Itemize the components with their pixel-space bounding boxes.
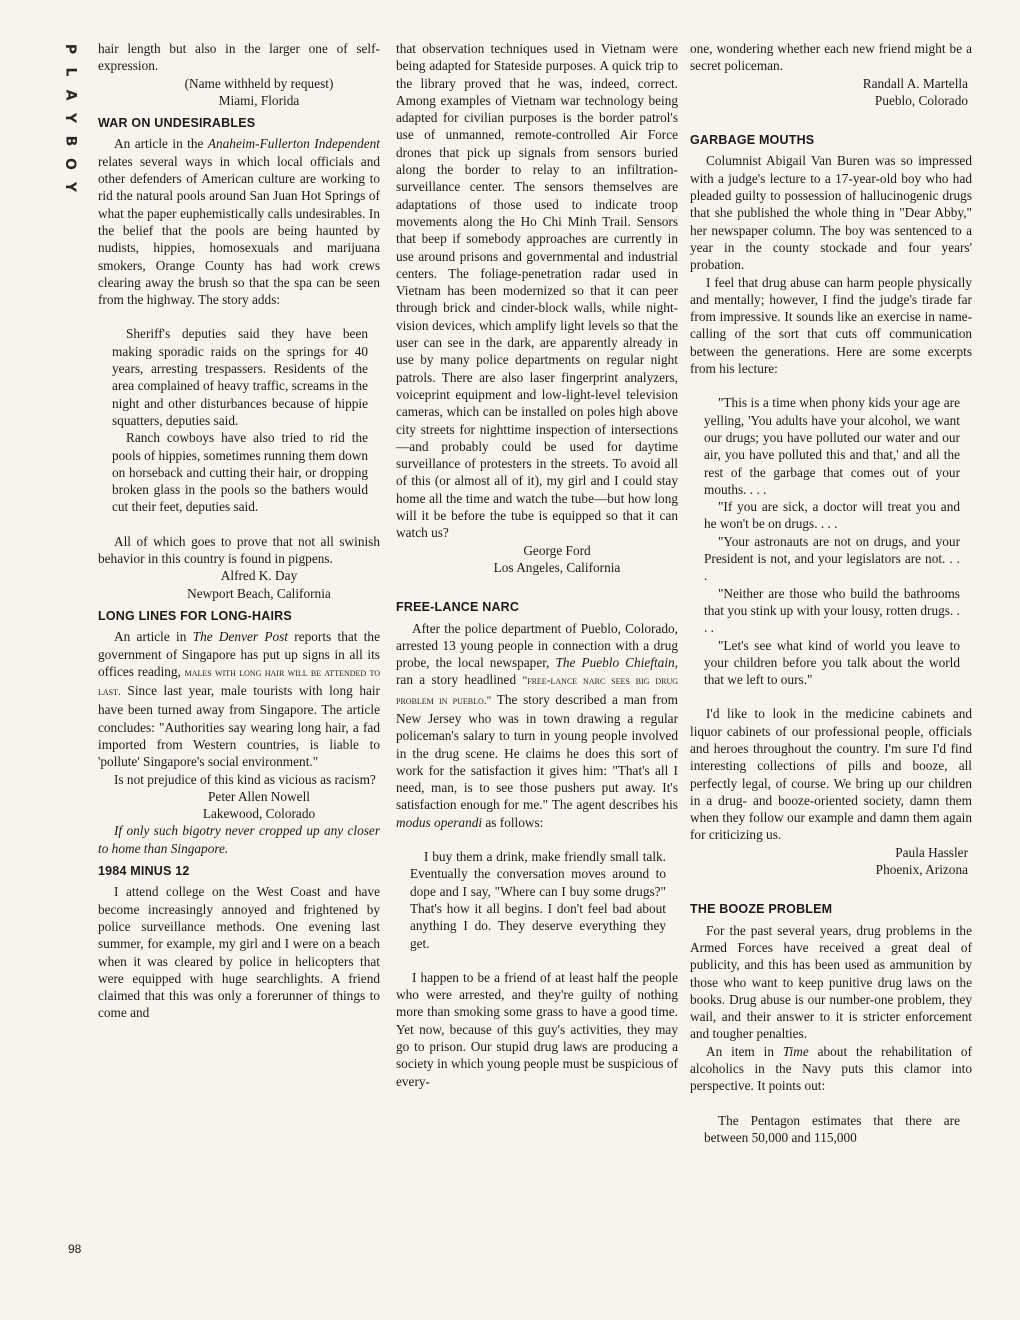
signature-name: Paula Hassler — [895, 844, 968, 860]
paragraph: An article in the Anaheim-Fullerton Independent relates several ways in which local officials and other defenders of American culture are working to rid the natural pools around San Juan Hot Springs of what the paper euphemistically calls undesirables. In the belief that the pools are being haunted by nudists, hippies, homosexuals and marijuana smokers, Orange County has had work crews clearing away the brush so that the spa can be seen from the highway. The story adds: — [98, 136, 380, 308]
section-heading-war-on-undesirables: WAR ON UNDESIRABLES — [98, 116, 256, 131]
quote-paragraph: "Neither are those who build the bathrooms that you stink up with your lousy, rotten drugs. . . . — [704, 585, 960, 636]
paragraph: I feel that drug abuse can harm people physically and mentally; however, I find the judge's tirade far from impressive. It sounds like an exercise in name-calling of the sort that cuts off communication between the generations. Here are some excerpts from his lecture: — [690, 274, 972, 377]
signature-place: Los Angeles, California — [493, 559, 621, 575]
quote-paragraph: The Pentagon estimates that there are between 50,000 and 115,000 — [704, 1112, 960, 1145]
masthead-letter: P — [61, 43, 78, 55]
quote-paragraph: Sheriff's deputies said they have been making sporadic raids on the springs for 40 years, arresting trespassers. Residents of the area complained of heavy traffic, screams in the night and other disturbances because of hippie squatters, deputies said. — [112, 326, 368, 428]
block-quote — [704, 1112, 960, 1147]
section-heading-garbage-mouths: GARBAGE MOUTHS — [690, 133, 815, 148]
signature-place: Phoenix, Arizona — [875, 862, 968, 878]
paragraph: I attend college on the West Coast and have become increasingly annoyed and frightened by police surveillance methods. One evening last summer, for example, my girl and I were on a beach when it was cleared by police in helicopters that were equipped with huge searchlights. A friend claimed that this was only a forerunner of things to come and — [98, 884, 380, 1021]
page-number: 98 — [68, 1242, 82, 1256]
section-heading-1984-minus-12: 1984 MINUS 12 — [98, 864, 190, 879]
paragraph: All of which goes to prove that not all swinish behavior in this country is found in pigpens. — [98, 533, 380, 567]
paragraph: After the police department of Pueblo, Colorado, arrested 13 young people in connection with a drug probe, the local newspaper, The Pueblo Chieftain, ran a story headlined "free-lance narc sees big drug problem in pueblo." The story described a man from New Jersey who was in town drawing a regular policeman's salary to turn in young people involved in the drug scene. He claims he does this sort of work for the satisfaction it gives him: "That's all I need, man, is to see those pushers put away. It's satisfaction enough for me." The agent describes his modus operandi as follows: — [396, 620, 678, 830]
signature-place: Newport Beach, California — [187, 585, 331, 601]
masthead-letter: Y — [61, 112, 78, 124]
signature-place: Lakewood, Colorado — [202, 806, 316, 822]
paragraph: that observation techniques used in Vietnam were being adapted for Stateside purposes. A quick trip to the library proved that he was, indeed, correct. Among examples of Vietnam war technology being adapted for civilian purposes is the border patrol's use of unmanned, remote-controlled Air Force drones that pick up signals from sensors buried along the border to relay to an infiltration-surveillance center. The sensors themselves are adaptations of those used to indicate troop movements along the Ho Chi Minh Trail. Sensors that beep if somebody approaches are currently in use around prisons and governmental and industrial centers. The foliage-penetration radar used in Vietnam has been modernized so that it can peer through brick and cinder-block walls, while night-vision devices, which amplify light levels so that the user can see in the dark, are apparently already in use by many police departments on regular night patrols. There are also laser fingerprint analyzers, voiceprint equipment and low-light-level television cameras, which can be installed on poles high above city streets for nighttime inspection of intersections—and probably could be used for daytime surveillance of protesters in the streets. To avoid all of this (or almost all of it), my girl and I could stay home all the time and watch the tube—but how long will it be before the tube is equipped so that it can watch us? — [396, 41, 678, 541]
quote-paragraph: Ranch cowboys have also tried to rid the pools of hippies, sometimes running them down on horseback and cutting their hair, or dropping broken glass in the pools so the bathers would cut their feet, deputies said. — [112, 430, 368, 515]
paragraph: An article in The Denver Post reports that the government of Singapore has put up signs in all its offices reading, males with long hair will be attended to last. Since last year, male tourists with long hair have been turned away from Singapore. The article concludes: "Authorities say wearing long hair, a fad imported from Western countries, is liable to 'pollute' Singapore's social environment." — [98, 629, 380, 770]
masthead-letter: A — [62, 89, 78, 101]
signature-place: Miami, Florida — [218, 92, 300, 108]
block-quote — [410, 848, 666, 952]
masthead-letter: B — [61, 135, 78, 147]
column-3 — [690, 40, 972, 1270]
masthead-letter: O — [62, 158, 78, 170]
signature-place: Pueblo, Colorado — [874, 92, 968, 108]
signature-name: Randall A. Martella — [862, 75, 968, 91]
quote-paragraph: "This is a time when phony kids your age are yelling, 'You adults have your alcohol, we want our drugs; you have polluted our water and our air, you have polluted this and that,' and all the rest of the garbage that comes out of your mouths. . . . — [704, 395, 960, 497]
section-heading-booze-problem: THE BOOZE PROBLEM — [690, 902, 833, 917]
masthead — [60, 40, 80, 196]
paragraph: I'd like to look in the medicine cabinets and liquor cabinets of our professional people, officials and heroes throughout the country. I'm sure I'd find interesting collections of pills and booze, all perfectly legal, of course. We bring up our children in a drug- and booze-oriented society, damn them when they follow our example and damn them again for criticizing us. — [690, 706, 972, 843]
editor-note: If only such bigotry never cropped up any closer to home than Singapore. — [98, 823, 380, 856]
quote-paragraph: "Your astronauts are not on drugs, and your President is not, and your legislators are not. . . . — [704, 533, 960, 584]
quote-paragraph: "If you are sick, a doctor will treat you and he won't be on drugs. . . . — [704, 499, 960, 532]
section-heading-long-lines: LONG LINES FOR LONG-HAIRS — [98, 608, 292, 623]
paragraph: one, wondering whether each new friend might be a secret policeman. — [690, 41, 972, 74]
paragraph: For the past several years, drug problems in the Armed Forces have received a great deal of publicity, and this has been used as ammunition by those who want to keep punitive drug laws on the books. Drug abuse is our number-one problem, they wail, and their answer to it is stricter enforcement and tougher penalties. — [690, 922, 972, 1042]
block-quote — [704, 394, 960, 688]
masthead-letter: Y — [61, 181, 78, 193]
block-quote — [112, 325, 368, 515]
section-heading-free-lance-narc: FREE-LANCE NARC — [396, 600, 520, 615]
paragraph: hair length but also in the larger one of self-expression. — [98, 41, 380, 74]
paragraph: Columnist Abigail Van Buren was so impressed with a judge's lecture to a 17-year-old boy who had pleaded guilty to possession of hallucinogenic drugs that she published the whole thing in "Dear Abby," her newspaper column. The boy was sentenced to a year in the county stockade and four years' probation. — [690, 153, 972, 273]
masthead-letter: L — [61, 67, 78, 77]
paragraph: Is not prejudice of this kind as vicious as racism? — [114, 771, 376, 787]
signature-name: (Name withheld by request) — [184, 75, 334, 91]
column-2 — [396, 40, 678, 1270]
paragraph: I happen to be a friend of at least half the people who were arrested, and they're guilty of nothing more than smoking some grass to have a good time. Yet now, because of this guy's activities, they may go to prison. Our stupid drug laws are producing a society in which young people must be suspicious of every- — [396, 969, 678, 1089]
signature-name: George Ford — [523, 542, 591, 558]
quote-paragraph: I buy them a drink, make friendly small talk. Eventually the conversation moves around to dope and I say, "Where can I buy some drugs?" That's how it all begins. I don't feel bad about anything I do. They deserve everything they get. — [410, 849, 666, 951]
signature-name: Peter Allen Nowell — [208, 788, 310, 804]
column-1 — [98, 40, 380, 1270]
quote-paragraph: "Let's see what kind of world you leave to your children before you talk about the world that we left to ours." — [704, 637, 960, 688]
paragraph: An item in Time about the rehabilitation of alcoholics in the Navy puts this clamor into perspective. It points out: — [690, 1043, 972, 1094]
signature-name: Alfred K. Day — [220, 568, 298, 584]
